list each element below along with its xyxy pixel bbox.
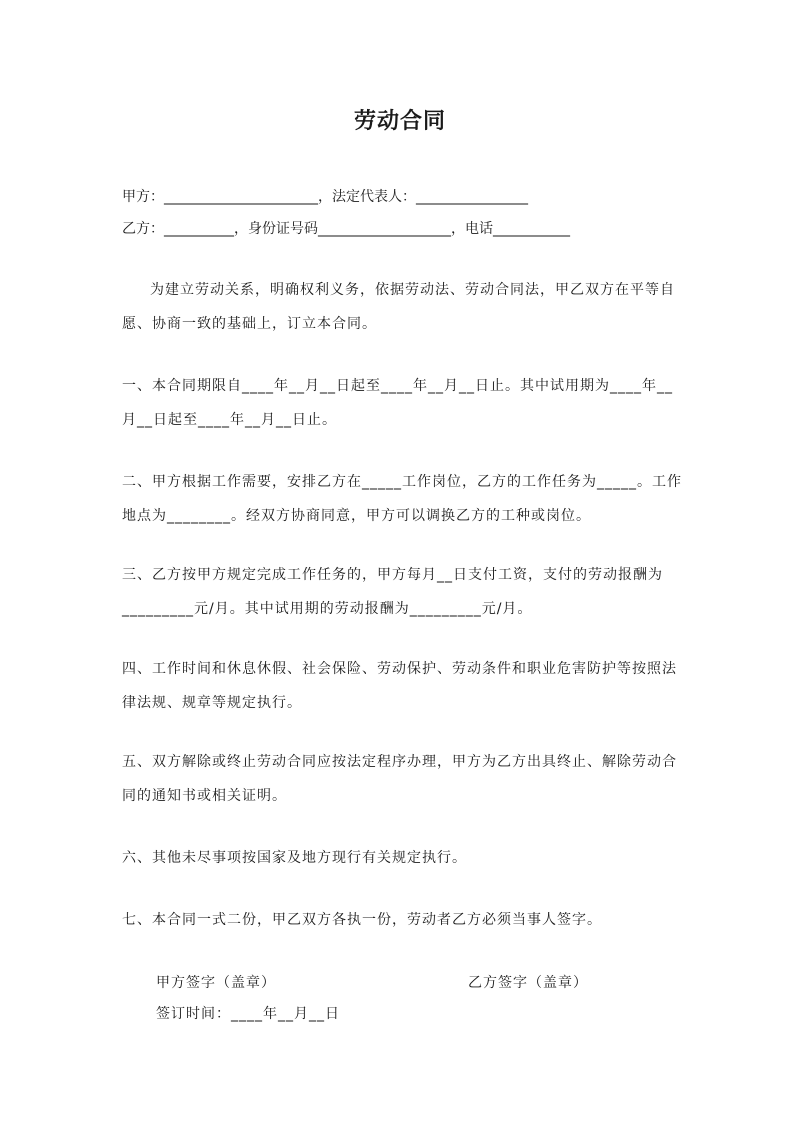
clause-5: 五、双方解除或终止劳动合同应按法定程序办理，甲方为乙方出具终止、解除劳动合同的通知书或相关证明。 [122,754,677,804]
clause-3: 三、乙方按甲方规定完成工作任务的，甲方每月__日支付工资，支付的劳动报酬为_________元/月。其中试用期的劳动报酬为_________元/月。 [122,567,663,617]
party-b-signature-label: 乙方签字（盖章） [468,975,588,991]
party-b-line: 乙方：__________，身份证号码___________________，电话___________ [122,221,570,237]
clause-2: 二、甲方根据工作需要，安排乙方在_____工作岗位，乙方的工作任务为_____。工作地点为________。经双方协商同意，甲方可以调换乙方的工种或岗位。 [122,474,682,524]
party-a-line: 甲方：______________________，法定代表人：________________ [122,189,528,205]
preamble-paragraph: 为建立劳动关系，明确权利义务，依据劳动法、劳动合同法，甲乙双方在平等自愿、协商一致的基础上，订立本合同。 [122,282,675,332]
clause-7: 七、本合同一式二份，甲乙双方各执一份，劳动者乙方必须当事人签字。 [122,912,602,928]
document-title: 劳动合同 [353,108,446,134]
clause-6: 六、其他未尽事项按国家及地方现行有关规定执行。 [122,850,467,866]
signing-date-line: 签订时间：____年__月__日 [156,1006,340,1022]
clause-4: 四、工作时间和休息休假、社会保险、劳动保护、劳动条件和职业危害防护等按照法律法规、规章等规定执行。 [122,661,677,711]
party-a-signature-label: 甲方签字（盖章） [156,975,276,991]
clause-1: 一、本合同期限自____年__月__日起至____年__月__日止。其中试用期为____年__月__日起至____年__月__日止。 [122,378,673,428]
